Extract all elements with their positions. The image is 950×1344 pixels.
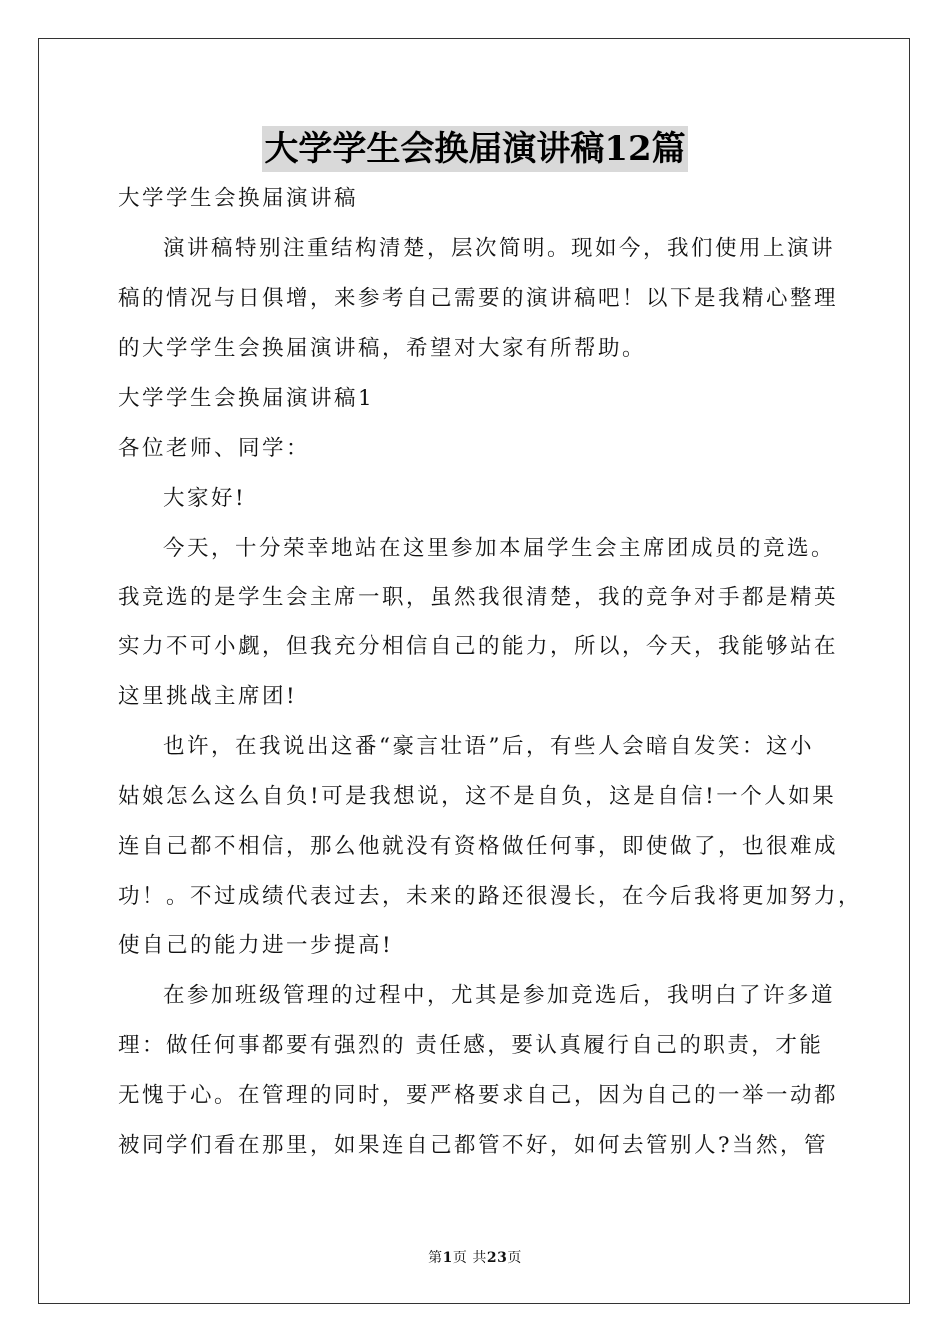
subtitle-line: 大学学生会换届演讲稿 [118, 186, 359, 211]
paragraph-line: 在参加班级管理的过程中，尤其是参加竞选后，我明白了许多道 [163, 983, 836, 1008]
page-mid: 页 共 [452, 1250, 487, 1266]
paragraph-line: 我竞选的是学生会主席一职，虽然我很清楚，我的竞争对手都是精英 [118, 585, 839, 610]
paragraph-line: 演讲稿特别注重结构清楚，层次简明。现如今，我们使用上演讲 [163, 236, 836, 261]
paragraph-line: 无愧于心。在管理的同时，要严格要求自己，因为自己的一举一动都 [118, 1083, 839, 1108]
total-pages-number: 23 [486, 1250, 508, 1266]
title-container [0, 126, 950, 172]
paragraph-line: 连自己都不相信，那么他就没有资格做任何事，即使做了，也很难成 [118, 834, 839, 859]
paragraph-line: 理：做任何事都要有强烈的 责任感，要认真履行自己的职责，才能 [118, 1033, 824, 1058]
page-border [38, 38, 910, 1304]
paragraph-line: 今天，十分荣幸地站在这里参加本届学生会主席团成员的竞选。 [163, 536, 836, 561]
paragraph-line: 的大学学生会换届演讲稿，希望对大家有所帮助。 [118, 336, 647, 361]
page-prefix: 第 [428, 1250, 443, 1266]
paragraph-line: 使自己的能力进一步提高! [118, 933, 394, 958]
greeting-line: 大家好! [163, 486, 247, 511]
document-title: 大学学生会换届演讲稿12篇 [262, 126, 687, 172]
paragraph-line: 这里挑战主席团! [118, 684, 298, 709]
section-heading: 大学学生会换届演讲稿1 [118, 386, 375, 411]
paragraph-line: 实力不可小觑，但我充分相信自己的能力，所以，今天，我能够站在 [118, 634, 839, 659]
paragraph-line: 功！。不过成绩代表过去，未来的路还很漫长，在今后我将更加努力， [118, 884, 863, 909]
paragraph-line: 被同学们看在那里，如果连自己都管不好，如何去管别人?当然，管 [118, 1133, 829, 1158]
current-page-number: 1 [442, 1250, 453, 1266]
page-suffix: 页 [507, 1250, 522, 1266]
paragraph-line: 稿的情况与日俱增，来参考自己需要的演讲稿吧！以下是我精心整理 [118, 286, 839, 311]
paragraph-line: 姑娘怎么这么自负!可是我想说，这不是自负，这是自信!一个人如果 [118, 784, 837, 809]
page-footer [0, 1247, 950, 1267]
paragraph-line: 也许，在我说出这番“豪言壮语”后，有些人会暗自发笑：这小 [163, 734, 814, 759]
salutation-line: 各位老师、同学： [118, 436, 311, 461]
